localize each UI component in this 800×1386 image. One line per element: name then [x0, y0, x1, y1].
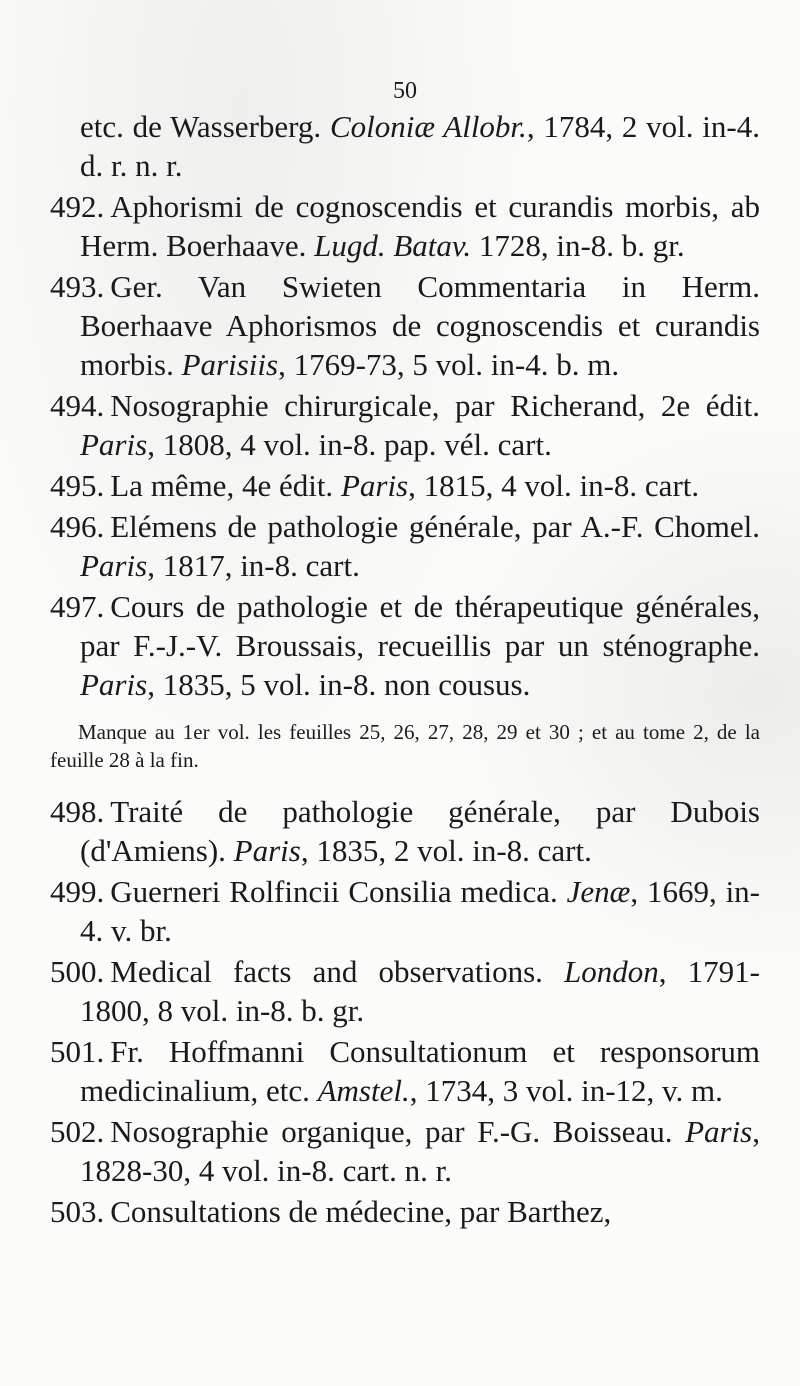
entry-text: Nosographie chirurgicale, par Richerand, 2e édit.	[110, 388, 760, 423]
entry-place: Jenæ	[566, 874, 631, 909]
entry-place: Paris	[233, 833, 301, 868]
entry-number: 499.	[50, 874, 105, 909]
entry-text: Ger. Van Swieten Commentaria in Herm. Boerhaave Aphorismos de cognoscendis et curandis morbis.	[80, 269, 760, 382]
entry-text: , 1817, in-8. cart.	[147, 548, 360, 583]
entry-text: etc. de Wasserberg.	[80, 109, 322, 144]
entry-text: 1728, in-8. b. gr.	[478, 228, 685, 263]
catalogue-entry	[50, 792, 760, 870]
entry-number: 493.	[50, 269, 105, 304]
entry-text: , 1808, 4 vol. in-8. pap. vél. cart.	[147, 427, 552, 462]
entry-text: , 1835, 5 vol. in-8. non cousus.	[147, 667, 531, 702]
entry-text: , 1828-30, 4 vol. in-8. cart. n. r.	[80, 1114, 760, 1188]
catalogue-entry	[50, 386, 760, 464]
entry-place: Amstel.	[317, 1073, 410, 1108]
entry-text: Guerneri Rolfincii Consilia medica.	[110, 874, 558, 909]
entry-place: Paris	[340, 468, 409, 503]
catalogue-entry	[50, 1032, 760, 1110]
entry-text: Aphorismi de cognoscendis et curandis morbis, ab Herm. Boerhaave.	[80, 189, 760, 263]
entry-note: Manque au 1er vol. les feuilles 25, 26, 27, 28, 29 et 30 ; et au tome 2, de la feuille 28 à la fin.	[50, 720, 760, 772]
entry-place: Coloniæ Allobr.	[329, 109, 527, 144]
entry-place: Paris	[80, 548, 148, 583]
entry-place: Parisiis	[181, 347, 279, 382]
entry-place: Lugd. Batav.	[314, 228, 472, 263]
entry-text: , 1791-1800, 8 vol. in-8. b. gr.	[80, 954, 760, 1028]
catalogue-entry	[50, 1192, 760, 1231]
entry-continuation	[50, 107, 760, 185]
entry-number: 492.	[50, 189, 105, 224]
entry-text: Medical facts and observations.	[110, 954, 543, 989]
entry-text: , 1769-73, 5 vol. in-4. b. m.	[278, 347, 620, 382]
entry-text: Consultations de médecine, par Barthez,	[110, 1194, 612, 1229]
entry-number: 498.	[50, 794, 105, 829]
entry-text: Traité de pathologie générale, par Dubois (d'Amiens).	[80, 794, 760, 868]
entry-text: Fr. Hoffmanni Consultationum et responsorum medicinalium, etc.	[80, 1034, 760, 1108]
entry-text: , 1734, 3 vol. in-12, v. m.	[409, 1073, 723, 1108]
entry-number: 495.	[50, 468, 105, 503]
catalogue-entry	[50, 466, 760, 505]
entry-number: 500.	[50, 954, 105, 989]
entry-number: 494.	[50, 388, 105, 423]
entry-place: London	[564, 954, 659, 989]
entry-text: , 1815, 4 vol. in-8. cart.	[408, 468, 700, 503]
catalogue-entry	[50, 507, 760, 585]
entry-number: 501.	[50, 1034, 105, 1069]
entry-number: 497.	[50, 589, 105, 624]
entry-text: Elémens de pathologie générale, par A.-F. Chomel.	[110, 509, 760, 544]
entry-list	[50, 792, 760, 1231]
entry-place: Paris	[80, 667, 148, 702]
entry-text: , 1835, 2 vol. in-8. cart.	[300, 833, 592, 868]
entry-text: Nosographie organique, par F.-G. Boisseau.	[110, 1114, 673, 1149]
entry-place: Paris	[685, 1114, 753, 1149]
catalogue-entry	[50, 872, 760, 950]
entry-text: , 1669, in-4. v. br.	[80, 874, 761, 948]
entry-place: Paris	[80, 427, 148, 462]
catalogue-entry	[50, 267, 760, 384]
entry-list	[50, 187, 760, 704]
catalogue-entry	[50, 187, 760, 265]
entry-text: , 1784, 2 vol. in-4. d. r. n. r.	[80, 109, 760, 183]
catalogue-entry	[50, 587, 760, 704]
entry-text: Cours de pathologie et de thérapeutique générales, par F.-J.-V. Broussais, recueillis par un sténographe.	[80, 589, 760, 663]
entry-number: 496.	[50, 509, 105, 544]
page-number: 50	[393, 78, 417, 104]
entry-text: La même, 4e édit.	[110, 468, 334, 503]
catalogue-entry	[50, 952, 760, 1030]
catalogue-entry	[50, 1112, 760, 1190]
entry-number: 503.	[50, 1194, 105, 1229]
entry-number: 502.	[50, 1114, 105, 1149]
